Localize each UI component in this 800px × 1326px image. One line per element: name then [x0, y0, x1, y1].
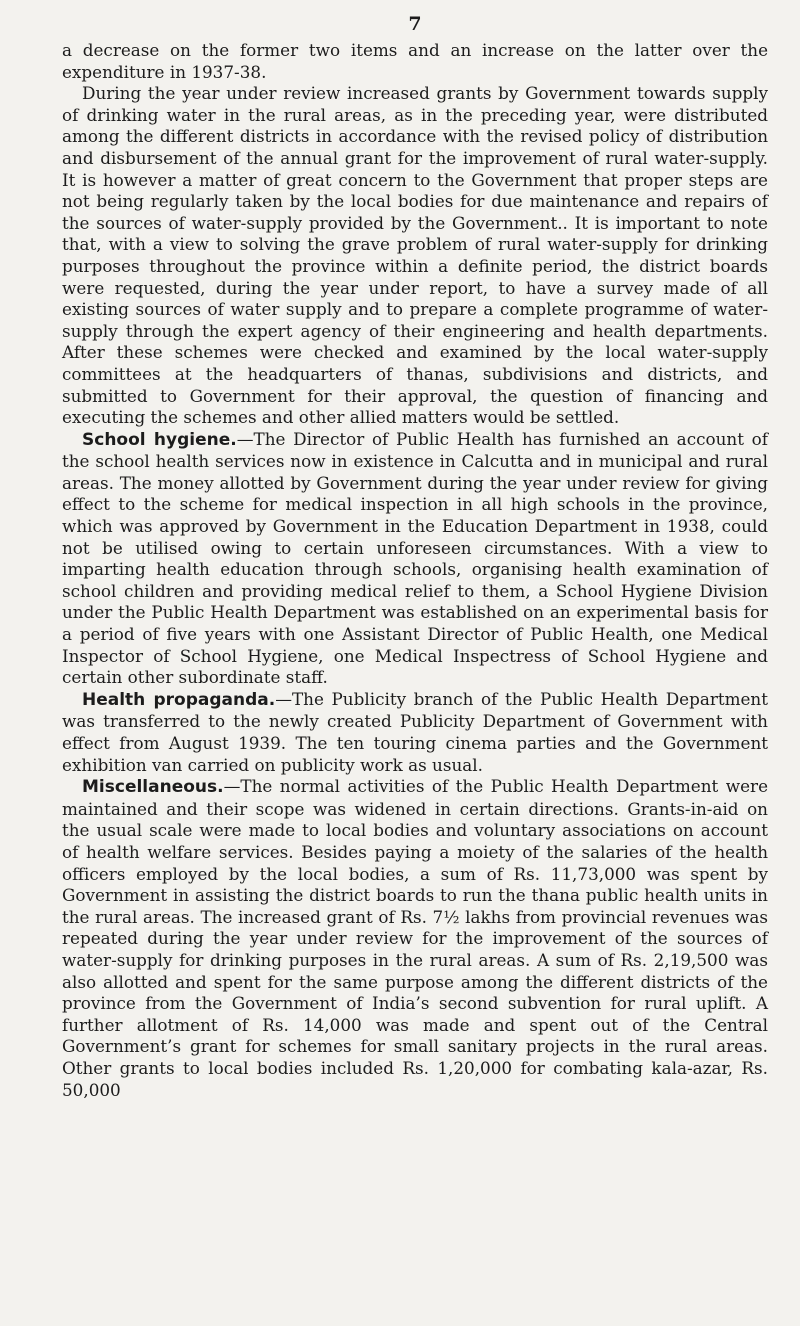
- paragraph-text: During the year under review increased grants by Government towards supply of drinking water in the rural areas, as in the preceding year, were distributed among the different districts in accordance with the revised policy of distribution and disbursement of the annual grant for the improvement of rural water-supply. It is however a matter of great concern to the Government that proper steps are not being regularly taken by the local bodies for due maintenance and repairs of the sources of water-supply provided by the Government.. It is important to note that, with a view to solving the grave problem of rural water-supply for drinking purposes throughout the province within a definite period, the district boards were requested, during the year under report, to have a survey made of all existing sources of water supply and to prepare a complete programme of water-supply through the expert agency of their engineering and health departments. After these schemes were checked and examined by the local water-supply committees at the headquarters of thanas, subdivisions and districts, and submitted to Government for their approval, the question of financing and executing the schemes and other allied matters would be settled.: [62, 83, 768, 428]
- section-heading-miscellaneous: Miscellaneous.: [82, 777, 224, 798]
- paragraph-text: —The Publicity branch of the Public Health Department was transferred to the newly created Publicity Department of Government with effect from August 1939. The ten touring cinema parties and the Government exhibition van carried on publicity work as usual.: [62, 688, 768, 775]
- document-page: [62, 8, 768, 1101]
- section-heading-school-hygiene: School hygiene.: [82, 429, 237, 450]
- paragraph-school-hygiene: [62, 429, 768, 689]
- page-number: 7: [408, 13, 422, 35]
- paragraph-health-propaganda: [62, 689, 768, 776]
- paragraph-miscellaneous: [62, 776, 768, 1101]
- paragraph-water-supply: [62, 83, 768, 429]
- paragraph-continuation: [62, 40, 768, 83]
- section-heading-health-propaganda: Health propaganda.: [82, 689, 276, 710]
- paragraph-text: —The Director of Public Health has furnished an account of the school health services now in existence in Calcutta and in municipal and rural areas. The money allotted by Government during the year under review for giving effect to the scheme for medical inspection in all high schools in the province, which was approved by Government in the Education Department in 1938, could not be utilised owing to certain unforeseen circumstances. With a view to imparting health education through schools, organising health examination of school children and providing medical relief to them, a School Hygiene Division under the Public Health Department was established on an experimental basis for a period of five years with one Assistant Director of Public Health, one Medical Inspector of School Hygiene, one Medical Inspectress of School Hygiene and certain other subordinate staff.: [62, 428, 768, 688]
- paragraph-text: a decrease on the former two items and an increase on the latter over the expenditure in 1937-38.: [62, 40, 768, 82]
- paragraph-text: —The normal activities of the Public Health Department were maintained and their scope was widened in certain directions. Grants-in-aid on the usual scale were made to local bodies and voluntary associations on account of health welfare services. Besides paying a moiety of the salaries of the health officers employed by the local bodies, a sum of Rs. 11,73,000 was spent by Government in assisting the district boards to run the thana public health units in the rural areas. The increased grant of Rs. 7½ lakhs from provincial revenues was repeated during the year under review for the improvement of the sources of water-supply for drinking purposes in the rural areas. A sum of Rs. 2,19,500 was also allotted and spent for the same purpose among the different districts of the province from the Government of India’s second subvention for rural uplift. A further allotment of Rs. 14,000 was made and spent out of the Central Government’s grant for schemes for small sanitary projects in the rural areas. Other grants to local bodies included Rs. 1,20,000 for combating kala-azar, Rs. 50,000: [62, 776, 768, 1100]
